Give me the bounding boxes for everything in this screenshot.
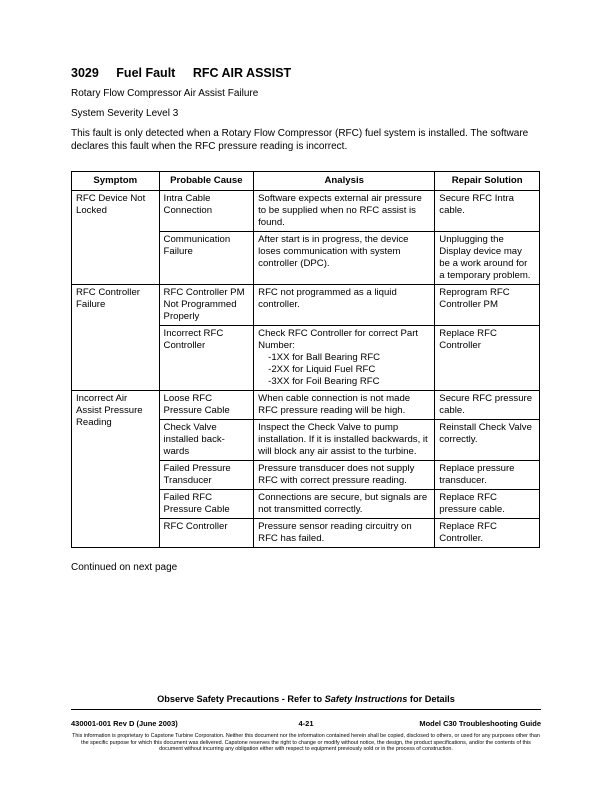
fault-description: This fault is only detected when a Rotary Flow Compressor (RFC) fuel system is installed. The software declares this fault when the RFC pressure reading is incorrect. xyxy=(71,128,529,152)
cause-cell: Failed RFC Pressure Cable xyxy=(159,490,254,519)
proprietary-disclaimer: This information is proprietary to Capstone Turbine Corporation. Neither this document nor the information contained herein shall be copied, disclosed to others, or used for any purposes other than the specific purpose for which this document was delivered. Capstone reserves the right to change or modify without notice, the design, the product specifications, and/or the contents of this document without incurring any obligation either with respect to equipment previously sold or in the process of construction. xyxy=(72,733,540,753)
footer-divider xyxy=(71,709,541,710)
analysis-cell: Pressure sensor reading circuitry on RFC has failed. xyxy=(254,519,435,548)
header-symptom: Symptom xyxy=(72,172,160,191)
manual-title: Model C30 Troubleshooting Guide xyxy=(419,719,541,728)
fault-name: RFC AIR ASSIST xyxy=(192,66,292,80)
cause-cell: Communication Failure xyxy=(159,232,254,285)
table-row xyxy=(72,285,540,326)
symptom-cell: RFC Device Not Locked xyxy=(72,191,160,285)
safety-prefix: Observe Safety Precautions - Refer to xyxy=(157,694,325,704)
safety-suffix: for Details xyxy=(407,694,455,704)
table-header-row xyxy=(72,172,540,191)
part-number-item: -3XX for Foil Bearing RFC xyxy=(268,376,380,387)
header-probable-cause: Probable Cause xyxy=(159,172,254,191)
fault-subtitle: Rotary Flow Compressor Air Assist Failure xyxy=(71,88,259,99)
page-number: 4-21 xyxy=(298,719,314,728)
analysis-cell: RFC not programmed as a liquid controller. xyxy=(254,285,435,326)
part-number-item: -2XX for Liquid Fuel RFC xyxy=(268,364,376,375)
analysis-cell: Pressure transducer does not supply RFC with correct pressure reading. xyxy=(254,461,435,490)
analysis-cell xyxy=(254,326,435,391)
repair-cell: Secure RFC Intra cable. xyxy=(435,191,540,232)
fault-title xyxy=(71,66,541,80)
cause-cell: Failed Pressure Transducer xyxy=(159,461,254,490)
symptom-cell: RFC Controller Failure xyxy=(72,285,160,391)
cause-cell: Loose RFC Pressure Cable xyxy=(159,391,254,420)
continued-note: Continued on next page xyxy=(71,562,178,573)
analysis-text: Check RFC Controller for correct Part Number: xyxy=(258,328,419,351)
part-number-list xyxy=(258,352,430,388)
analysis-cell: After start is in progress, the device loses communication with system controller (DPC). xyxy=(254,232,435,285)
page-header xyxy=(71,66,541,153)
analysis-cell: Connections are secure, but signals are not transmitted correctly. xyxy=(254,490,435,519)
fault-code: 3029 xyxy=(71,66,99,80)
repair-cell: Replace RFC Controller xyxy=(435,326,540,391)
repair-cell: Reprogram RFC Controller PM xyxy=(435,285,540,326)
repair-cell: Replace RFC Controller. xyxy=(435,519,540,548)
cause-cell: RFC Controller PM Not Programmed Properly xyxy=(159,285,254,326)
repair-cell: Replace RFC pressure cable. xyxy=(435,490,540,519)
cause-cell: Incorrect RFC Controller xyxy=(159,326,254,391)
analysis-cell: Inspect the Check Valve to pump installation. If it is installed backwards, it will block any air assist to the turbine. xyxy=(254,420,435,461)
repair-cell: Unplugging the Display device may be a work around for a temporary problem. xyxy=(435,232,540,285)
severity-level: System Severity Level 3 xyxy=(71,108,179,119)
table-row xyxy=(72,391,540,420)
fault-category: Fuel Fault xyxy=(116,66,176,80)
troubleshooting-table xyxy=(71,171,540,548)
header-repair-solution: Repair Solution xyxy=(435,172,540,191)
cause-cell: Intra Cable Connection xyxy=(159,191,254,232)
document-number: 430001-001 Rev D (June 2003) xyxy=(71,719,178,728)
header-analysis: Analysis xyxy=(254,172,435,191)
symptom-cell: Incorrect Air Assist Pressure Reading xyxy=(72,391,160,548)
safety-link-text: Safety Instructions xyxy=(324,694,408,704)
repair-cell: Replace pressure transducer. xyxy=(435,461,540,490)
repair-cell: Reinstall Check Valve correctly. xyxy=(435,420,540,461)
part-number-item: -1XX for Ball Bearing RFC xyxy=(268,352,381,363)
analysis-cell: When cable connection is not made RFC pressure reading will be high. xyxy=(254,391,435,420)
cause-cell: RFC Controller xyxy=(159,519,254,548)
table-row xyxy=(72,191,540,232)
analysis-cell: Software expects external air pressure to be supplied when no RFC assist is found. xyxy=(254,191,435,232)
safety-notice xyxy=(0,694,612,704)
cause-cell: Check Valve installed back-wards xyxy=(159,420,254,461)
repair-cell: Secure RFC pressure cable. xyxy=(435,391,540,420)
